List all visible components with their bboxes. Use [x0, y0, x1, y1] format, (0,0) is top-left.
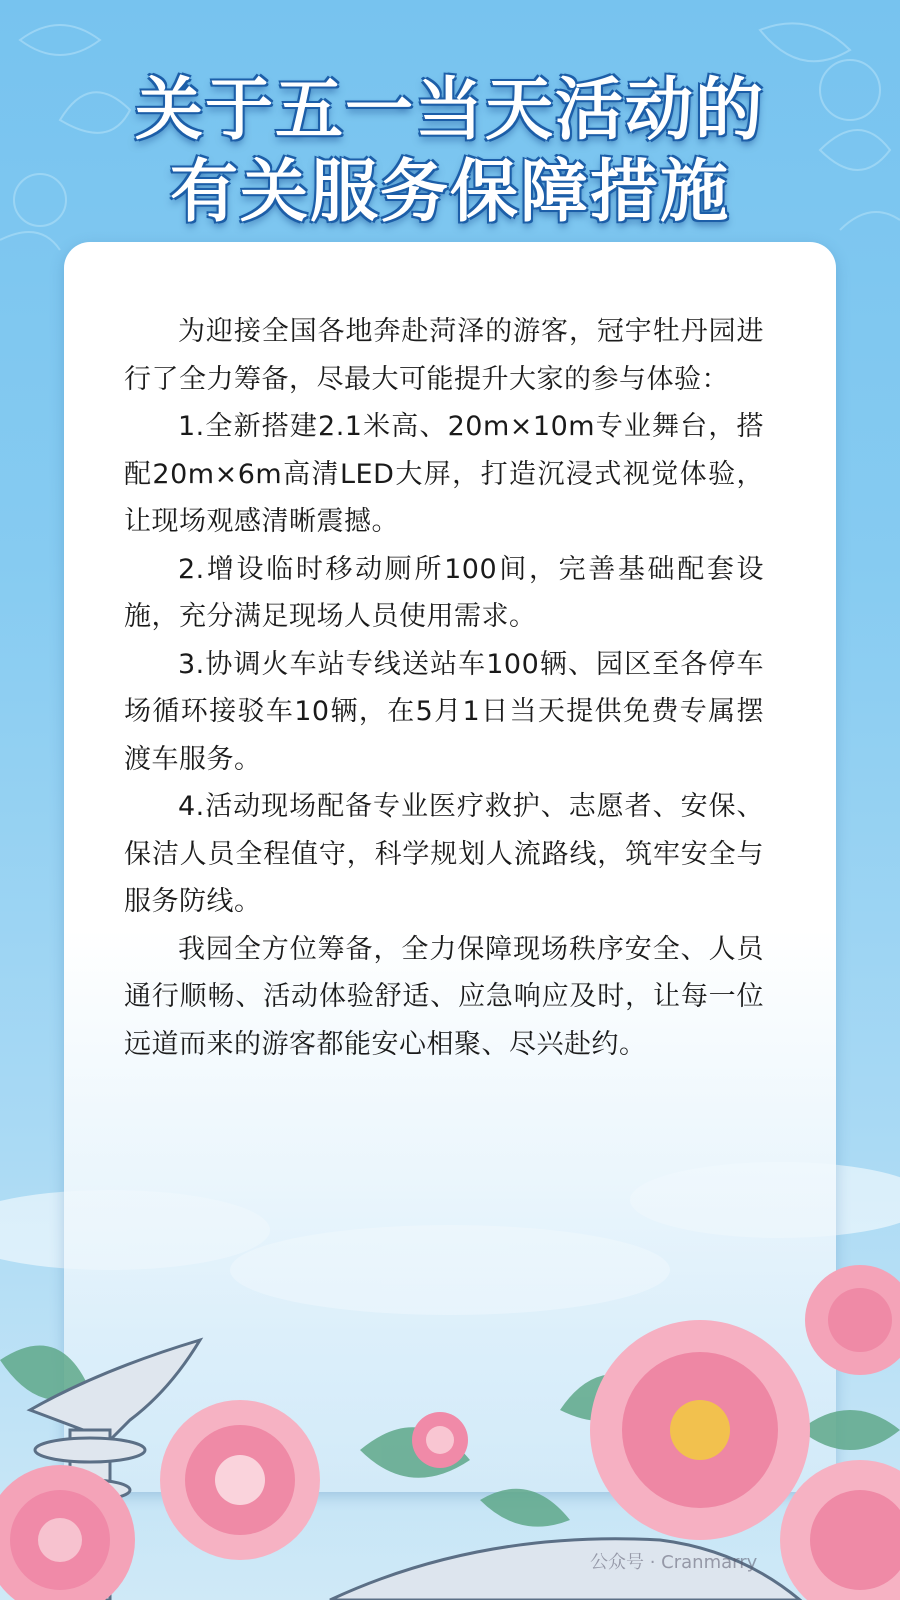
closing-paragraph: 我园全方位筹备，全力保障现场秩序安全、人员通行顺畅、活动体验舒适、应急响应及时，让每一位远道而来的游客都能安心相聚、尽兴赴约。 — [124, 933, 764, 1060]
peony-flower-center-left — [160, 1400, 320, 1560]
item-shuttle: 3.协调火车站专线送站车100辆、园区至各停车场循环接驳车10辆，在5月1日当天提供免费专属摆渡车服务。 — [124, 648, 764, 775]
item-toilets: 2.增设临时移动厕所100间，完善基础配套设施，充分满足现场人员使用需求。 — [124, 553, 764, 632]
item-staff: 4.活动现场配备专业医疗救护、志愿者、安保、保洁人员全程值守，科学规划人流路线，筑牢安全与服务防线。 — [124, 791, 764, 917]
item-stage: 1.全新搭建2.1米高、20m×10m专业舞台，搭配20m×6m高清LED大屏，打造沉浸式视觉体验，让现场观感清晰震撼。 — [124, 411, 764, 537]
title-line-2: 有关服务保障措施 — [169, 153, 730, 232]
peony-flower-far-right — [805, 1265, 900, 1375]
intro-paragraph: 为迎接全国各地奔赴菏泽的游客，冠宇牡丹园进行了全力筹备，尽最大可能提升大家的参与体验： — [124, 316, 764, 395]
announcement-body — [124, 308, 764, 1068]
peony-bud — [412, 1412, 468, 1468]
title-line-1: 关于五一当天活动的 — [134, 71, 765, 150]
watermark: 公众号 · Cranmarry — [590, 1552, 758, 1573]
peony-flower-bottom-right — [780, 1460, 900, 1600]
page-title — [0, 70, 900, 234]
peony-flower-right — [590, 1320, 810, 1540]
peony-illustration — [0, 1240, 900, 1600]
